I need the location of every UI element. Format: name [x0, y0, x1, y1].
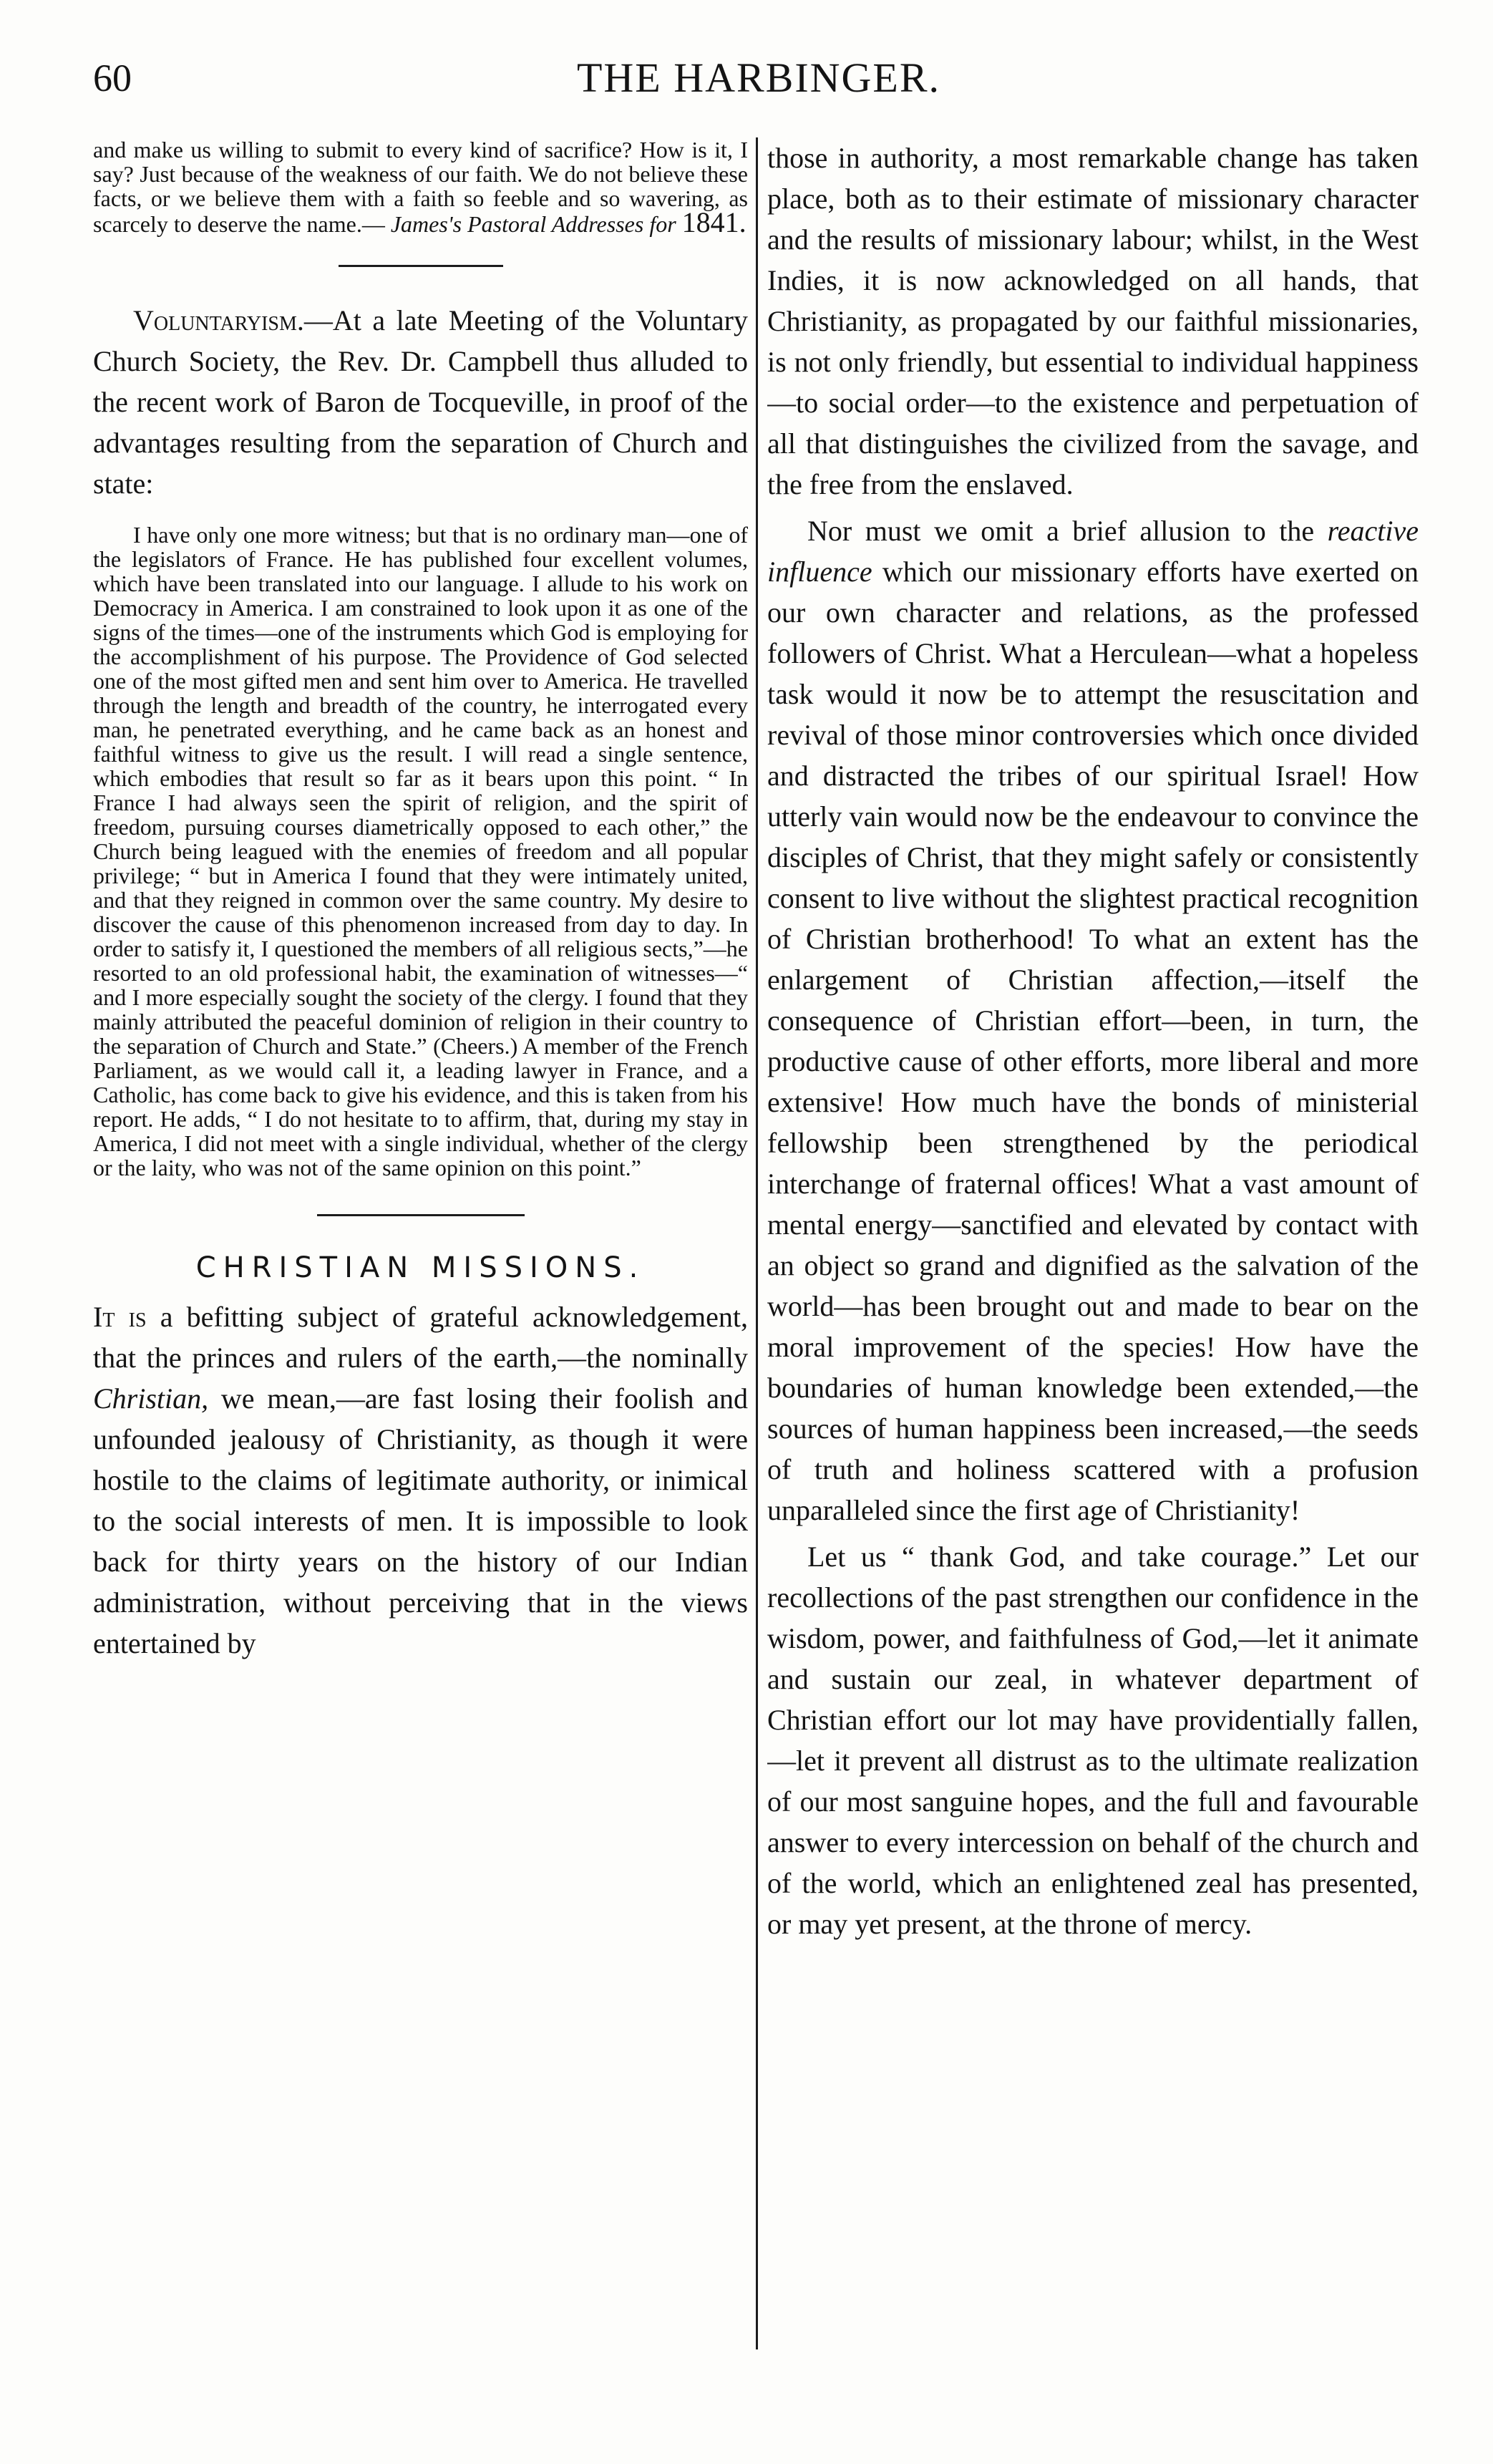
- tocqueville-quotation: I have only one more witness; but that is no ordinary man—one of the legislators of France. He has published four excellent volumes, which have been translated into our language. I allude to his work on Democracy in America. I am constrained to look upon it as one of the signs of the times—one of the instruments which God is employing for the accomplishment of his purpose. The Providence of God selected one of the most gifted men and sent him over to America. He travelled through the length and breadth of the country, he interrogated every man, he penetrated everything, and he came back as an honest and faithful witness to give us the result. I will read a single sentence, which embodies that result so far as it bears upon this point. “ In France I had always seen the spirit of religion, and the spirit of freedom, pursuing courses diametrically opposed to each other,” the Church being leagued with the enemies of freedom and all popular privilege; “ but in America I found that they were intimately united, and that they reigned in common over the same country. My desire to discover the cause of this phenomenon increased from day to day. In order to satisfy it, I questioned the members of all religious sects,”—he resorted to an old professional habit, the examination of witnesses—“ and I more especially sought the society of the clergy. I found that they mainly attributed the peaceful dominion of religion in their country to the separation of Church and State.” (Cheers.) A member of the French Parliament, as we would call it, a leading lawyer in France, and a Catholic, has come back to give his evidence, and this is taken from his report. He adds, “ I do not hesitate to to affirm, that, during my stay in America, I did not meet with a single individual, whether of the clergy or the laity, who was not of the same opinion on this point.”: [93, 522, 748, 1180]
- missions-christian: Christian,: [93, 1382, 209, 1415]
- missions-text: a befitting subject of grateful acknowledgement, that the princes and rulers of the earth,—the nominally: [93, 1301, 748, 1374]
- right-column: [767, 137, 1419, 2378]
- para2-italic: reactive influence: [767, 515, 1419, 588]
- page-number: 60: [93, 57, 132, 100]
- voluntaryism-text: —At a late Meeting of the Voluntary Church Society, the Rev. Dr. Campbell thus alluded to the recent work of Baron de Tocqueville, in proof of the advantages resulting from the separation of Church and state:: [93, 304, 748, 500]
- continuation-paragraph: [93, 137, 748, 236]
- continuation-text: and make us willing to submit to every kind of sacrifice? How is it, I say? Just because of the weakness of our faith. We do not believe these facts, or we believe them with a faith so feeble and so wavering, as scarcely to deserve the name.—: [93, 137, 748, 237]
- running-title: THE HARBINGER.: [576, 54, 941, 101]
- para2-rest: which our missionary efforts have exerted on our own character and relations, as the professed followers of Christ. What a Herculean—what a hopeless task would it now be to attempt the resuscitation and revival of those minor controversies which once divided and distracted the tribes of our spiritual Israel! How utterly vain would now be the endeavour to convince the disciples of Christ, that they might safely or consistently consent to live without the slightest practical recognition of Christian brotherhood! To what an extent has the enlargement of Christian affection,—itself the consequence of Christian effort—been, in turn, the productive cause of other efforts, more liberal and more extensive! How much have the bonds of ministerial fellowship been strengthened by the periodical interchange of fraternal offices! What a vast amount of mental energy—sanctified and elevated by contact with an object so grand and dignified as the salvation of the world—has been brought out and made to bear on the moral improvement of the species! How have the boundaries of human knowledge been extended,—the sources of human happiness been increased,—the seeds of truth and holiness scattered with a profusion unparalleled since the first age of Christianity!: [767, 556, 1419, 1526]
- left-column: [93, 137, 748, 2378]
- missions-paragraph: [93, 1296, 748, 1664]
- right-paragraph-1: those in authority, a most remarkable change has taken place, both as to their estimate of missionary character and the results of missionary labour; whilst, in the West Indies, it is now acknowledged on all hands, that Christianity, as propagated by our faithful missionaries, is not only friendly, but essential to individual happiness—to social order—to the existence and perpetuation of all that distinguishes the civilized from the savage, and the free from the enslaved.: [767, 142, 1419, 500]
- right-paragraph-3: Let us “ thank God, and take courage.” Let our recollections of the past strengthen our confidence in the wisdom, power, and faithfulness of God,—let it animate and sustain our zeal, in whatever department of Christian effort our lot may have providentially fallen,—let it prevent all distrust as to the ultimate realization of our most sanguine hopes, and the full and favourable answer to every intercession on behalf of the church and of the world, which an enlightened zeal has presented, or may yet present, at the throne of mercy.: [767, 1541, 1419, 1940]
- missions-lead: It is: [93, 1301, 147, 1333]
- voluntaryism-paragraph: [93, 300, 748, 504]
- section-heading: CHRISTIAN MISSIONS.: [195, 1251, 646, 1284]
- separator-rule: [339, 265, 503, 267]
- page-header: [93, 50, 1424, 107]
- missions-text-2: we mean,—are fast losing their foolish and unfounded jealousy of Christianity, as though it were hostile to the claims of legitimate authority, or inimical to the social interests of men. It is impossible to look back for thirty years on the history of our Indian administration, without perceiving that in the views entertained by: [93, 1382, 748, 1659]
- right-paragraph-2: [767, 510, 1419, 1531]
- voluntaryism-lead: Voluntaryism.: [133, 304, 304, 336]
- citation-title: James's Pastoral Addresses for: [390, 211, 676, 237]
- citation-year: 1841.: [681, 206, 746, 238]
- para2-start: Nor must we omit a brief allusion to the: [807, 515, 1328, 547]
- column-divider: [756, 137, 758, 2349]
- separator-rule: [317, 1214, 525, 1216]
